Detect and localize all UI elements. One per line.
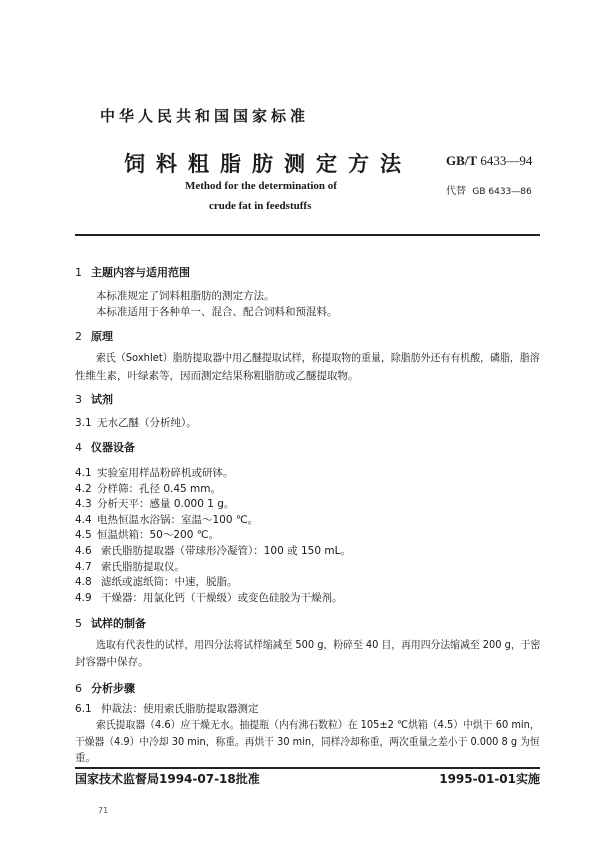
english-title-line-2: crude fat in feedstuffs bbox=[209, 200, 312, 212]
item-text: 滤纸或滤纸筒：中速，脱脂。 bbox=[101, 576, 238, 588]
item-number: 4.8 bbox=[75, 576, 92, 588]
item-number: 4.3 bbox=[75, 498, 92, 510]
replaces-label: 代替 bbox=[446, 186, 466, 197]
item-text: 实验室用样品粉碎机或研钵。 bbox=[97, 467, 234, 479]
list-item bbox=[75, 481, 221, 496]
section-number: 3 bbox=[75, 393, 82, 406]
paragraph-line: 干燥器（4.9）中冷却 30 min，称重。再烘干 30 min，同样冷却称重，两次重量之差小于 0.000 8 g 为恒 bbox=[75, 736, 540, 748]
section-number: 6 bbox=[75, 682, 82, 695]
item-number: 4.2 bbox=[75, 483, 92, 495]
section-6-heading bbox=[75, 680, 135, 696]
paragraph-line: 封容器中保存。 bbox=[75, 656, 149, 668]
paragraph-line: 性维生素，叶绿素等，因而测定结果称粗脂肪或乙醚提取物。 bbox=[75, 370, 359, 382]
section-title: 试样的制备 bbox=[91, 617, 146, 630]
item-text: 电热恒温水浴锅：室温～100 ℃。 bbox=[97, 514, 259, 526]
section-5-heading bbox=[75, 615, 146, 631]
replaces-note bbox=[446, 182, 532, 197]
item-number: 6.1 bbox=[75, 703, 92, 715]
header-divider bbox=[75, 234, 540, 236]
item-number: 4.1 bbox=[75, 467, 92, 479]
item-text: 干燥器：用氯化钙（干燥级）或变色硅胶为干燥剂。 bbox=[101, 592, 343, 604]
code-prefix: GB/T bbox=[446, 153, 478, 168]
section-4-heading bbox=[75, 439, 135, 455]
list-item bbox=[75, 496, 234, 511]
list-item bbox=[75, 527, 219, 542]
english-title-line-1: Method for the determination of bbox=[185, 180, 337, 192]
item-number: 4.5 bbox=[75, 529, 92, 541]
item-text: 仲裁法：使用索氏脂肪提取器测定 bbox=[101, 703, 259, 715]
item-number: 4.7 bbox=[75, 561, 92, 573]
page-number: 71 bbox=[98, 806, 109, 815]
item-number: 4.9 bbox=[75, 592, 92, 604]
list-item bbox=[75, 512, 258, 527]
list-item bbox=[75, 701, 259, 716]
item-text: 分样筛：孔径 0.45 mm。 bbox=[97, 483, 222, 495]
footer-divider bbox=[75, 767, 540, 769]
item-text: 恒温烘箱：50～200 ℃。 bbox=[97, 529, 220, 541]
section-number: 2 bbox=[75, 330, 82, 343]
paragraph-line: 选取有代表性的试样，用四分法将试样缩减至 500 g，粉碎至 40 目，再用四分法缩减至 200 g，于密 bbox=[96, 639, 541, 651]
section-2-heading bbox=[75, 328, 113, 344]
item-number: 3.1 bbox=[75, 417, 92, 429]
section-1-heading bbox=[75, 264, 190, 280]
paragraph-line: 本标准规定了饲料粗脂肪的测定方法。 bbox=[96, 290, 275, 302]
national-standard-heading: 中华人民共和国国家标准 bbox=[100, 107, 310, 125]
section-title: 原理 bbox=[91, 330, 113, 343]
standard-code bbox=[446, 153, 532, 169]
section-title: 试剂 bbox=[91, 393, 113, 406]
section-title: 仪器设备 bbox=[91, 441, 135, 454]
implementation-date: 1995-01-01实施 bbox=[439, 772, 540, 786]
section-number: 1 bbox=[75, 266, 82, 279]
approval-date: 国家技术监督局1994-07-18批准 bbox=[75, 772, 260, 786]
list-item bbox=[75, 574, 238, 589]
list-item bbox=[75, 543, 351, 558]
list-item bbox=[75, 415, 197, 430]
section-number: 5 bbox=[75, 617, 82, 630]
item-text: 索氏脂肪提取器（带球形冷凝管）：100 或 150 mL。 bbox=[101, 545, 351, 557]
code-number: 6433—94 bbox=[480, 153, 533, 168]
item-text: 分析天平：感量 0.000 1 g。 bbox=[97, 498, 235, 510]
item-text: 索氏脂肪提取仪。 bbox=[101, 561, 185, 573]
list-item bbox=[75, 465, 234, 480]
section-number: 4 bbox=[75, 441, 82, 454]
replaces-code: GB 6433—86 bbox=[472, 187, 532, 197]
section-3-heading bbox=[75, 391, 113, 407]
document-title: 饲料粗脂肪测定方法 bbox=[124, 152, 412, 176]
paragraph-line: 索氏（Soxhlet）脂肪提取器中用乙醚提取试样，称提取物的重量，除脂肪外还有有机酸，磷脂，脂溶 bbox=[96, 352, 540, 364]
section-title: 主题内容与适用范围 bbox=[91, 266, 190, 279]
paragraph-line: 本标准适用于各种单一、混合、配合饲料和预混料。 bbox=[96, 306, 338, 318]
item-number: 4.4 bbox=[75, 514, 92, 526]
section-title: 分析步骤 bbox=[91, 682, 135, 695]
list-item bbox=[75, 559, 185, 574]
item-number: 4.6 bbox=[75, 545, 92, 557]
paragraph-line: 索氏提取器（4.6）应干燥无水。抽提瓶（内有沸石数粒）在 105±2 ℃烘箱（4.5）中烘干 60 min， bbox=[96, 719, 540, 731]
paragraph-line: 重。 bbox=[75, 752, 96, 764]
list-item bbox=[75, 590, 343, 605]
item-text: 无水乙醚（分析纯）。 bbox=[97, 417, 197, 429]
